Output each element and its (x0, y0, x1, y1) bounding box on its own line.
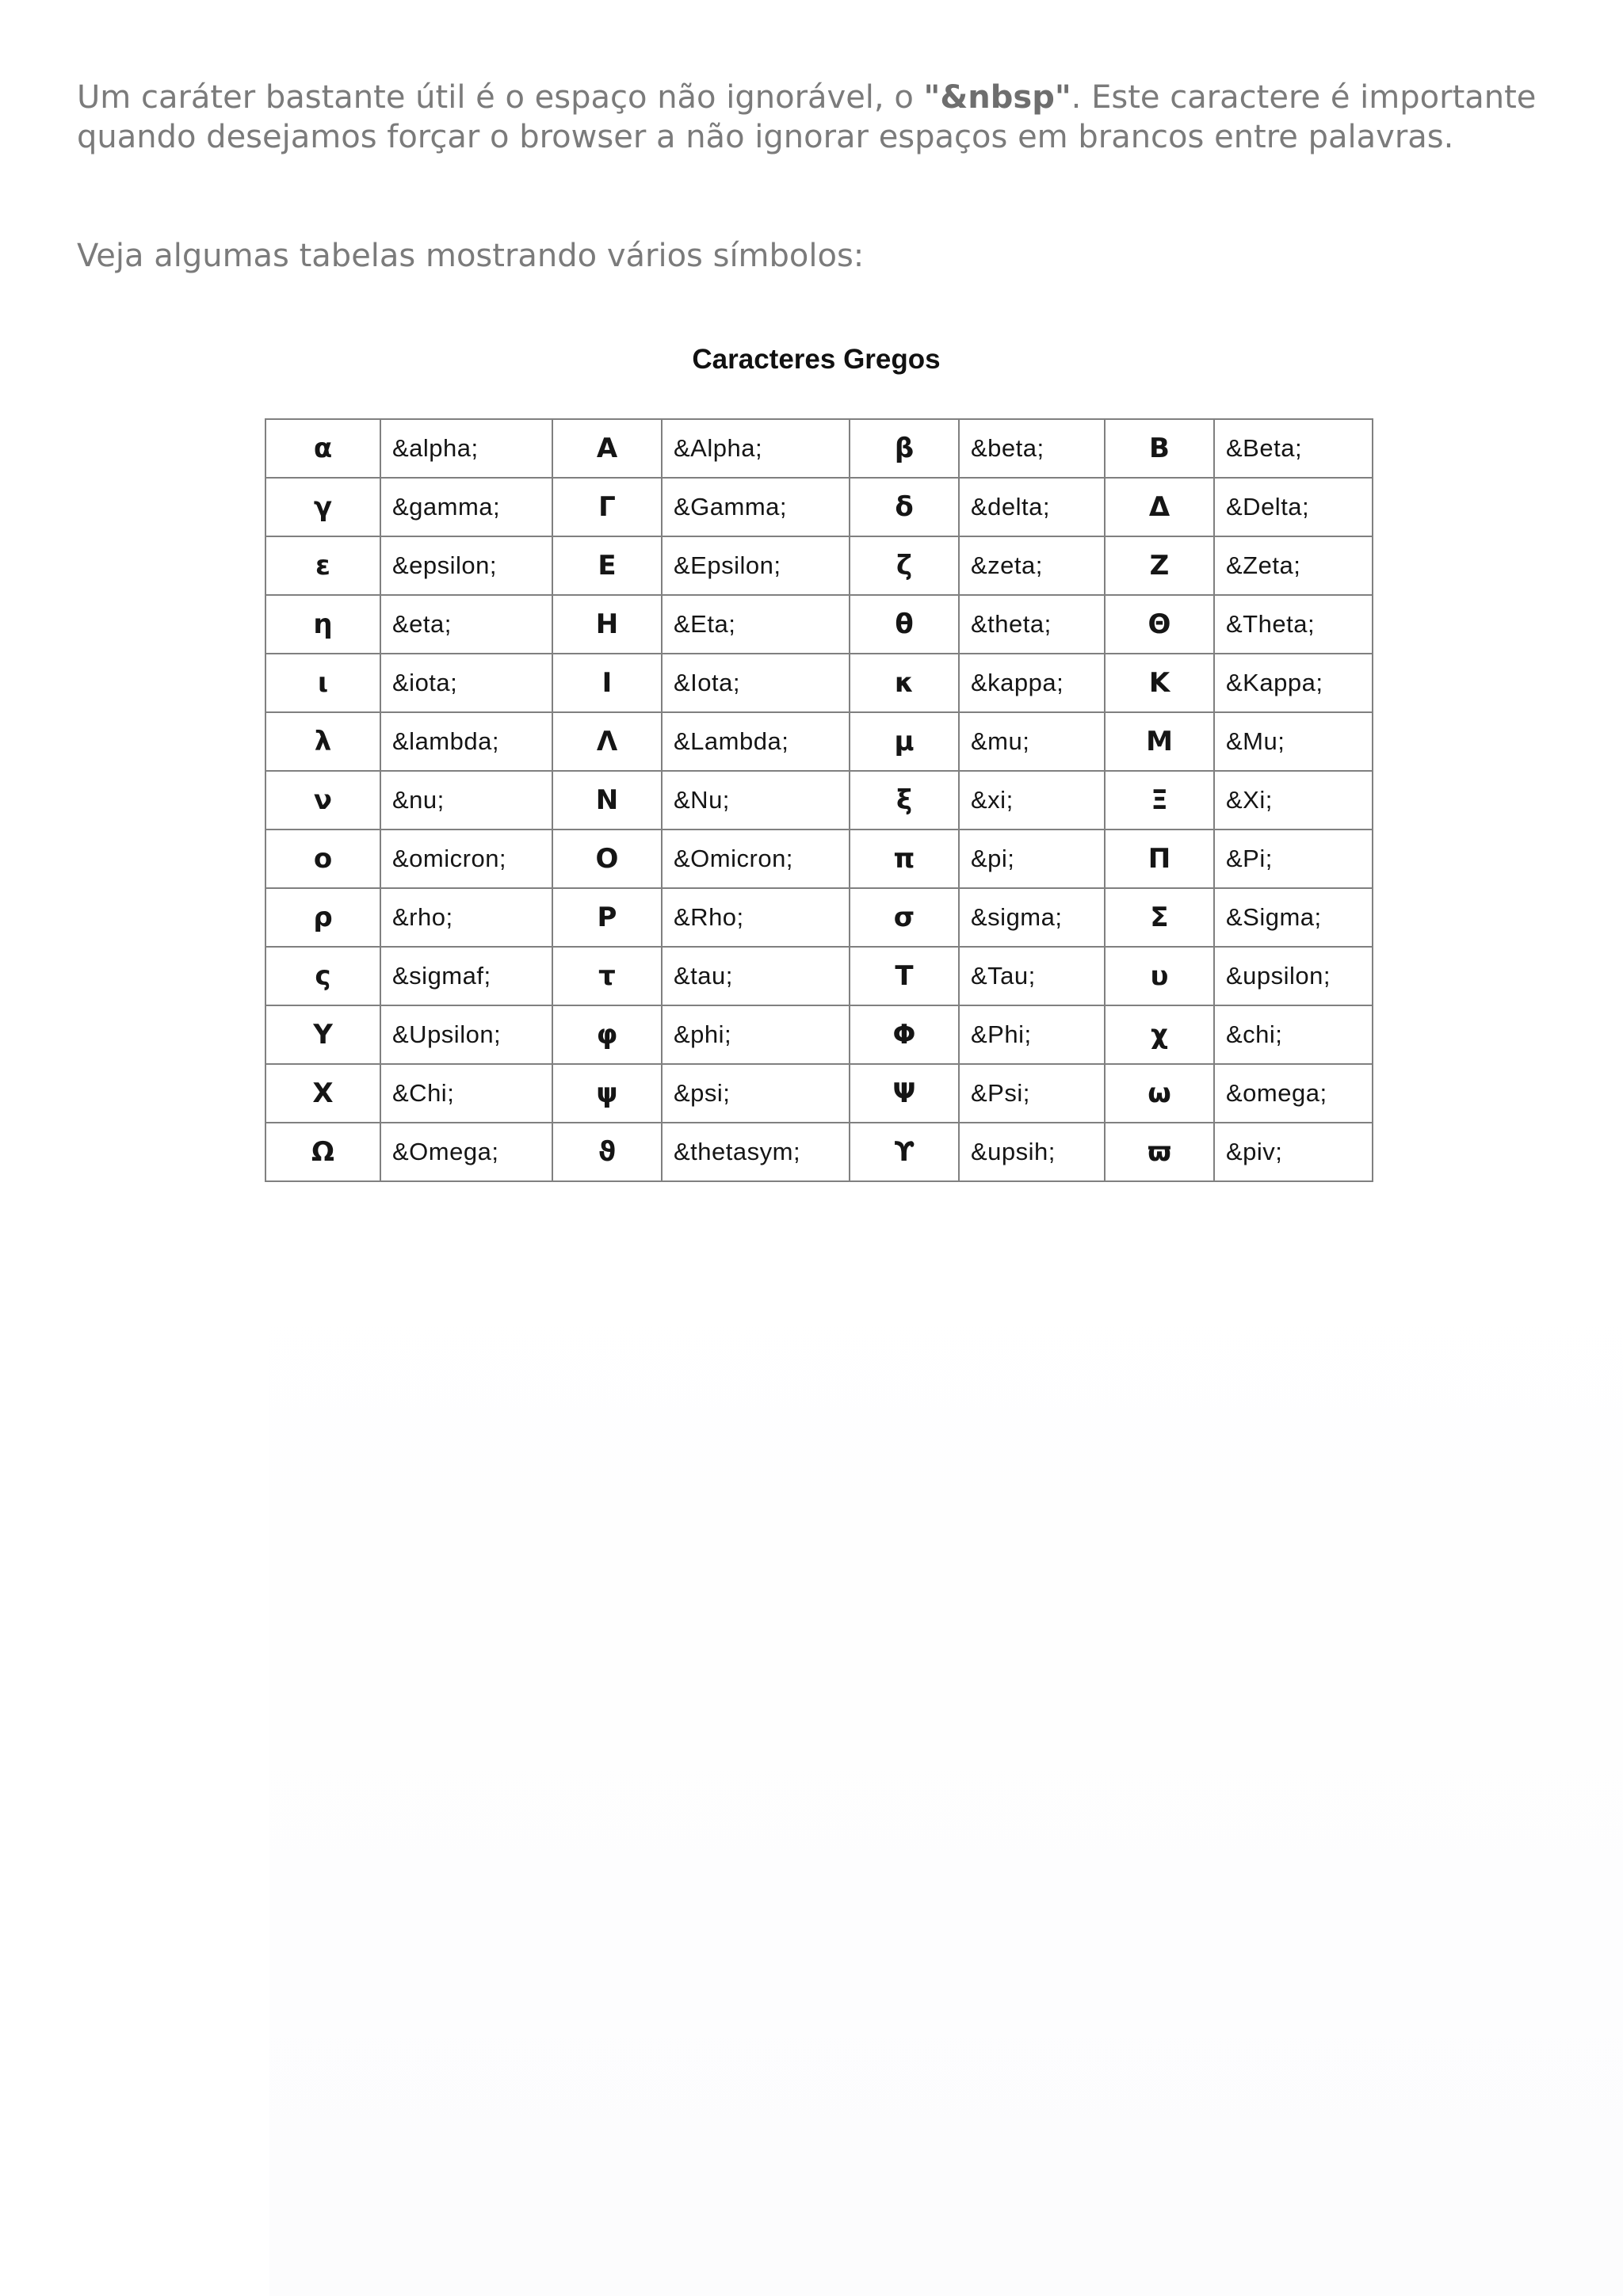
greek-symbol-cell: χ (1105, 1005, 1214, 1064)
greek-symbol-cell: ε (265, 536, 380, 595)
entity-code-cell: &eta; (380, 595, 552, 654)
entity-code-cell: &sigmaf; (380, 947, 552, 1005)
greek-symbol-cell: ϑ (552, 1123, 662, 1181)
table-row (265, 888, 1373, 947)
entity-code-cell: &Eta; (662, 595, 850, 654)
greek-table-body (265, 419, 1373, 1181)
entity-code-cell: &epsilon; (380, 536, 552, 595)
greek-symbol-cell: ϒ (850, 1123, 959, 1181)
entity-code-cell: &beta; (959, 419, 1105, 478)
page-background-shade (269, 1236, 1623, 2296)
entity-code-cell: &Iota; (662, 654, 850, 712)
entity-code-cell: &Psi; (959, 1064, 1105, 1123)
entity-code-cell: &iota; (380, 654, 552, 712)
entity-code-cell: &theta; (959, 595, 1105, 654)
table-row (265, 1005, 1373, 1064)
greek-symbol-cell: Μ (1105, 712, 1214, 771)
greek-symbol-cell: Η (552, 595, 662, 654)
greek-symbol-cell: φ (552, 1005, 662, 1064)
greek-symbol-cell: Δ (1105, 478, 1214, 536)
greek-symbol-cell: β (850, 419, 959, 478)
entity-code-cell: &nu; (380, 771, 552, 830)
greek-symbol-cell: θ (850, 595, 959, 654)
greek-symbol-cell: Ψ (850, 1064, 959, 1123)
greek-symbol-cell: μ (850, 712, 959, 771)
greek-symbol-cell: Ω (265, 1123, 380, 1181)
entity-code-cell: &piv; (1214, 1123, 1373, 1181)
entity-code-cell: &Mu; (1214, 712, 1373, 771)
greek-symbol-cell: τ (552, 947, 662, 1005)
entity-code-cell: &Zeta; (1214, 536, 1373, 595)
greek-symbol-cell: ν (265, 771, 380, 830)
greek-symbol-cell: Ν (552, 771, 662, 830)
greek-symbol-cell: δ (850, 478, 959, 536)
entity-code-cell: &thetasym; (662, 1123, 850, 1181)
table-row (265, 712, 1373, 771)
entity-code-cell: &omega; (1214, 1064, 1373, 1123)
greek-symbol-cell: Γ (552, 478, 662, 536)
greek-symbol-cell: Υ (265, 1005, 380, 1064)
table-row (265, 1064, 1373, 1123)
entity-code-cell: &omicron; (380, 830, 552, 888)
table-row (265, 654, 1373, 712)
entity-code-cell: &phi; (662, 1005, 850, 1064)
greek-symbol-cell: Ι (552, 654, 662, 712)
entity-code-cell: &pi; (959, 830, 1105, 888)
greek-symbol-cell: Ο (552, 830, 662, 888)
greek-symbol-cell: Ε (552, 536, 662, 595)
entity-code-cell: &Rho; (662, 888, 850, 947)
entity-code-cell: &Tau; (959, 947, 1105, 1005)
greek-symbol-cell: Φ (850, 1005, 959, 1064)
entity-code-cell: &tau; (662, 947, 850, 1005)
greek-symbol-cell: Θ (1105, 595, 1214, 654)
greek-symbol-cell: ρ (265, 888, 380, 947)
entity-code-cell: &Beta; (1214, 419, 1373, 478)
entity-code-cell: &Omicron; (662, 830, 850, 888)
table-row (265, 1123, 1373, 1181)
greek-symbol-cell: ψ (552, 1064, 662, 1123)
greek-symbol-cell: γ (265, 478, 380, 536)
entity-code-cell: &Alpha; (662, 419, 850, 478)
entity-code-cell: &xi; (959, 771, 1105, 830)
entity-code-cell: &Chi; (380, 1064, 552, 1123)
entity-code-cell: &chi; (1214, 1005, 1373, 1064)
greek-symbol-cell: Ρ (552, 888, 662, 947)
entity-code-cell: &upsilon; (1214, 947, 1373, 1005)
entity-code-cell: &zeta; (959, 536, 1105, 595)
greek-symbol-cell: σ (850, 888, 959, 947)
entity-code-cell: &Pi; (1214, 830, 1373, 888)
greek-symbol-cell: Β (1105, 419, 1214, 478)
greek-symbol-cell: ξ (850, 771, 959, 830)
entity-code-cell: &Omega; (380, 1123, 552, 1181)
table-row (265, 771, 1373, 830)
entity-code-cell: &alpha; (380, 419, 552, 478)
table-row (265, 947, 1373, 1005)
nbsp-entity-highlight: "&nbsp" (923, 79, 1071, 116)
greek-symbol-cell: ς (265, 947, 380, 1005)
table-row (265, 830, 1373, 888)
greek-symbol-cell: Ξ (1105, 771, 1214, 830)
tables-lead-paragraph: Veja algumas tabelas mostrando vários símbolos: (77, 238, 865, 274)
greek-symbol-cell: υ (1105, 947, 1214, 1005)
entity-code-cell: &gamma; (380, 478, 552, 536)
entity-code-cell: &kappa; (959, 654, 1105, 712)
greek-symbol-cell: Λ (552, 712, 662, 771)
intro-text-end: . Este caractere é importante quando desejamos forçar o browser a não ignorar espaços em brancos entre palavras. (77, 79, 1537, 155)
entity-code-cell: &Nu; (662, 771, 850, 830)
intro-paragraph (77, 78, 1567, 157)
entity-code-cell: &Theta; (1214, 595, 1373, 654)
greek-symbol-cell: Τ (850, 947, 959, 1005)
entity-code-cell: &delta; (959, 478, 1105, 536)
greek-symbol-cell: ο (265, 830, 380, 888)
greek-characters-table (265, 418, 1373, 1182)
entity-code-cell: &Phi; (959, 1005, 1105, 1064)
greek-symbol-cell: Σ (1105, 888, 1214, 947)
entity-code-cell: &sigma; (959, 888, 1105, 947)
greek-symbol-cell: ι (265, 654, 380, 712)
greek-symbol-cell: ζ (850, 536, 959, 595)
entity-code-cell: &mu; (959, 712, 1105, 771)
entity-code-cell: &Epsilon; (662, 536, 850, 595)
greek-symbol-cell: α (265, 419, 380, 478)
greek-symbol-cell: η (265, 595, 380, 654)
table-row (265, 478, 1373, 536)
greek-symbol-cell: λ (265, 712, 380, 771)
entity-code-cell: &rho; (380, 888, 552, 947)
greek-symbol-cell: Ζ (1105, 536, 1214, 595)
entity-code-cell: &Gamma; (662, 478, 850, 536)
entity-code-cell: &lambda; (380, 712, 552, 771)
table-row (265, 419, 1373, 478)
greek-symbol-cell: Π (1105, 830, 1214, 888)
greek-symbol-cell: Κ (1105, 654, 1214, 712)
greek-symbol-cell: ϖ (1105, 1123, 1214, 1181)
entity-code-cell: &Upsilon; (380, 1005, 552, 1064)
greek-symbol-cell: Α (552, 419, 662, 478)
table-row (265, 536, 1373, 595)
table-row (265, 595, 1373, 654)
table-caption: Caracteres Gregos (692, 344, 941, 375)
entity-code-cell: &Sigma; (1214, 888, 1373, 947)
entity-code-cell: &Xi; (1214, 771, 1373, 830)
entity-code-cell: &Lambda; (662, 712, 850, 771)
entity-code-cell: &Kappa; (1214, 654, 1373, 712)
greek-symbol-cell: κ (850, 654, 959, 712)
greek-symbol-cell: π (850, 830, 959, 888)
entity-code-cell: &upsih; (959, 1123, 1105, 1181)
intro-text-start: Um caráter bastante útil é o espaço não ignorável, o (77, 79, 924, 116)
greek-symbol-cell: ω (1105, 1064, 1214, 1123)
greek-symbol-cell: Χ (265, 1064, 380, 1123)
entity-code-cell: &Delta; (1214, 478, 1373, 536)
entity-code-cell: &psi; (662, 1064, 850, 1123)
